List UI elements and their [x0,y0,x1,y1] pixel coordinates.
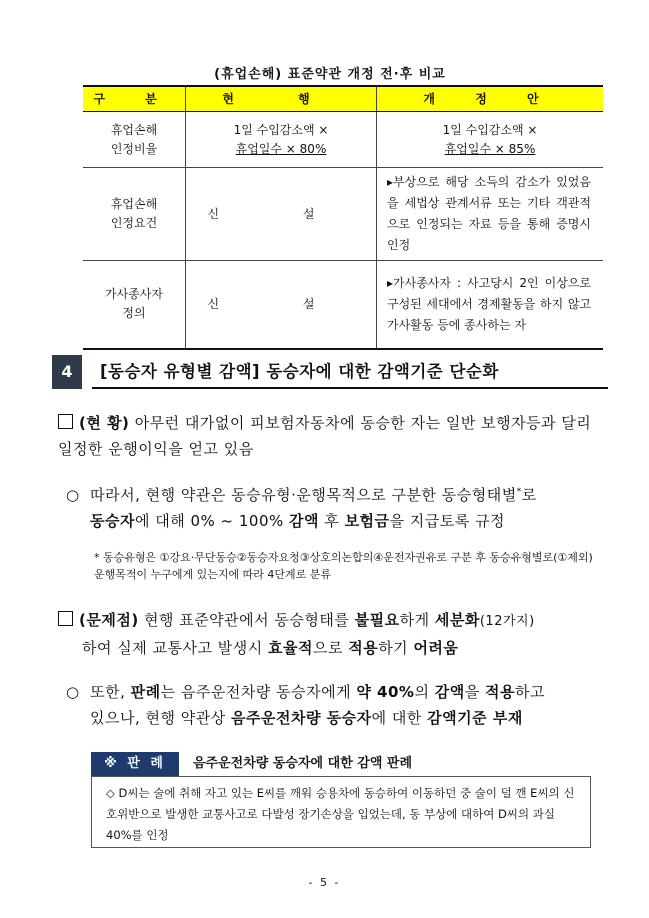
plain-text: 또한, [90,683,131,701]
footnote-mark: * [516,487,522,497]
current-cell [186,112,377,168]
plain-text: (12가지) [479,614,535,629]
table-caption: (휴업손해) 표준약관 개정 전·후 비교 [214,67,446,82]
section-number: 4 [52,355,82,389]
plain-text: 하고 [514,683,545,701]
status-label: (현 황) [79,414,130,432]
status-text: 아무런 대가없이 피보험자동차에 동승한 자는 일반 보행자등과 달리 일정한 운행이익을 얻고 있음 [58,414,592,458]
plain-text: 에 대한 [371,709,428,727]
row-label-line: 인정비율 [110,141,158,156]
revised-line: 휴업일수 × 85% [444,141,536,156]
revised-text: ▸가사종사자 : 사고당시 2인 이상으로 구성된 세대에서 경제활동을 하지 않고 가사활동 등에 종사하는 자 [387,275,591,332]
footnote: * 동승유형은 ①강요·무단동승②동승자요청③상호의논합의④운전자권유로 구분 후 동승유형별로(①제외) 운행목적이 누구에게 있는지에 따라 4단계로 분류 [94,551,593,581]
bold-text: 음주운전차량 동승자 [231,709,372,727]
revised-cell [377,112,604,168]
section-underline [92,387,608,389]
row-label-line: 휴업손해 [110,197,158,211]
case-title: 음주운전차량 동승자에 대한 감액 판례 [193,756,413,771]
checkbox-square-icon [58,611,73,626]
section-title: [동승자 유형별 감액] 동승자에 대한 감액기준 단순화 [100,362,499,381]
precedent-line: ○ 또한, 판례는 음주운전차량 동승자에게 약 40%의 감액을 적용하고 [66,683,545,701]
precedent-line-2 [66,705,596,731]
problem-label: (문제점) [79,611,139,629]
current-cell: 신 설 [186,261,377,349]
bold-text: 약 40% [356,683,415,701]
plain-text: 으로 [312,639,349,657]
plain-text: 의 [414,683,435,701]
rule-text: 따라서, 현행 약관은 동승유형·운행목적으로 구분한 동승형태별 [90,486,517,504]
checkbox-square-icon [58,414,73,429]
problem-line-2 [58,635,603,661]
bold-text: 감액기준 부재 [427,709,523,727]
row-label-line: 인정요건 [110,216,158,230]
revised-line: 1일 수입감소액 × [442,122,538,137]
bold-text: 적용 [348,639,379,657]
revised-text: ▸부상으로 해당 소득의 감소가 있었음을 세법상 관계서류 또는 기타 객관적으로 인정되는 자료 등을 통해 증명시 인정 [387,175,591,252]
plain-text: 는 음주운전차량 동승자에게 [160,683,357,701]
bold-text: 어려움 [413,639,459,657]
plain-text: 을 [464,683,485,701]
bold-text: 보험금 [344,512,390,530]
plain-text: 현행 표준약관에서 동승형태를 [138,611,355,629]
row-label-line: 가사종사자 [105,287,163,302]
table-row [83,261,603,349]
revised-cell [377,261,604,349]
header-category: 구 분 [83,86,186,112]
current-line: 휴업일수 × 80% [235,141,327,156]
bullet-line: ○ 따라서, 현행 약관은 동승유형·운행목적으로 구분한 동승형태별*로 [66,486,537,504]
plain-text: 있으나, 현행 약관상 [90,709,231,727]
row-label-line: 휴업손해 [110,122,158,137]
case-banner [91,752,591,776]
plain-text: 에 대해 0% ~ 100% [134,512,290,530]
table-row [83,168,603,261]
current-line: 1일 수입감소액 × [233,122,329,137]
comparison-table [83,85,603,350]
bold-text: 감액 [289,512,320,530]
paragraph-status [58,410,598,462]
case-tag: ※ 판 례 [91,752,179,776]
bold-text: 감액 [434,683,465,701]
case-box: ◇ D씨는 술에 취해 자고 있는 E씨를 깨워 승용차에 동승하여 이동하던 중 술이 덜 깬 E씨의 신호위반으로 발생한 교통사고로 다발성 장기손상을 입었는데, 동 부상에 대하여 D씨의 과실 40%를 인정 [91,776,591,848]
plain-text: 하여 실제 교통사고 발생시 [82,639,268,657]
page-number: - 5 - [308,876,341,889]
table-row [83,112,603,168]
plain-text: 을 지급토록 규정 [389,512,506,530]
bold-text: 적용 [484,683,515,701]
plain-text: 하게 [399,611,435,629]
bold-text: 동승자 [90,512,135,530]
rule-tail: 로 [521,486,537,504]
bullet-line-2 [66,508,596,534]
row-label-line: 정의 [122,306,146,321]
row-label [83,112,186,168]
paragraph-precedent [66,679,596,731]
header-revised: 개 정 안 [377,86,604,112]
row-label [83,168,186,261]
bold-text: 판례 [130,683,161,701]
current-cell: 신 설 [186,168,377,261]
paragraph-problem [58,607,603,661]
section-heading [52,355,608,389]
paragraph-current-rule [66,479,596,534]
plain-text: 하기 [378,639,414,657]
bold-text: 세분화 [434,611,480,629]
bold-text: 효율적 [267,639,313,657]
row-label [83,261,186,349]
revised-cell [377,168,604,261]
table-header-row [83,86,603,112]
problem-line [58,607,603,635]
bold-text: 불필요 [354,611,400,629]
plain-text: 후 [319,512,345,530]
header-current: 현 행 [186,86,377,112]
